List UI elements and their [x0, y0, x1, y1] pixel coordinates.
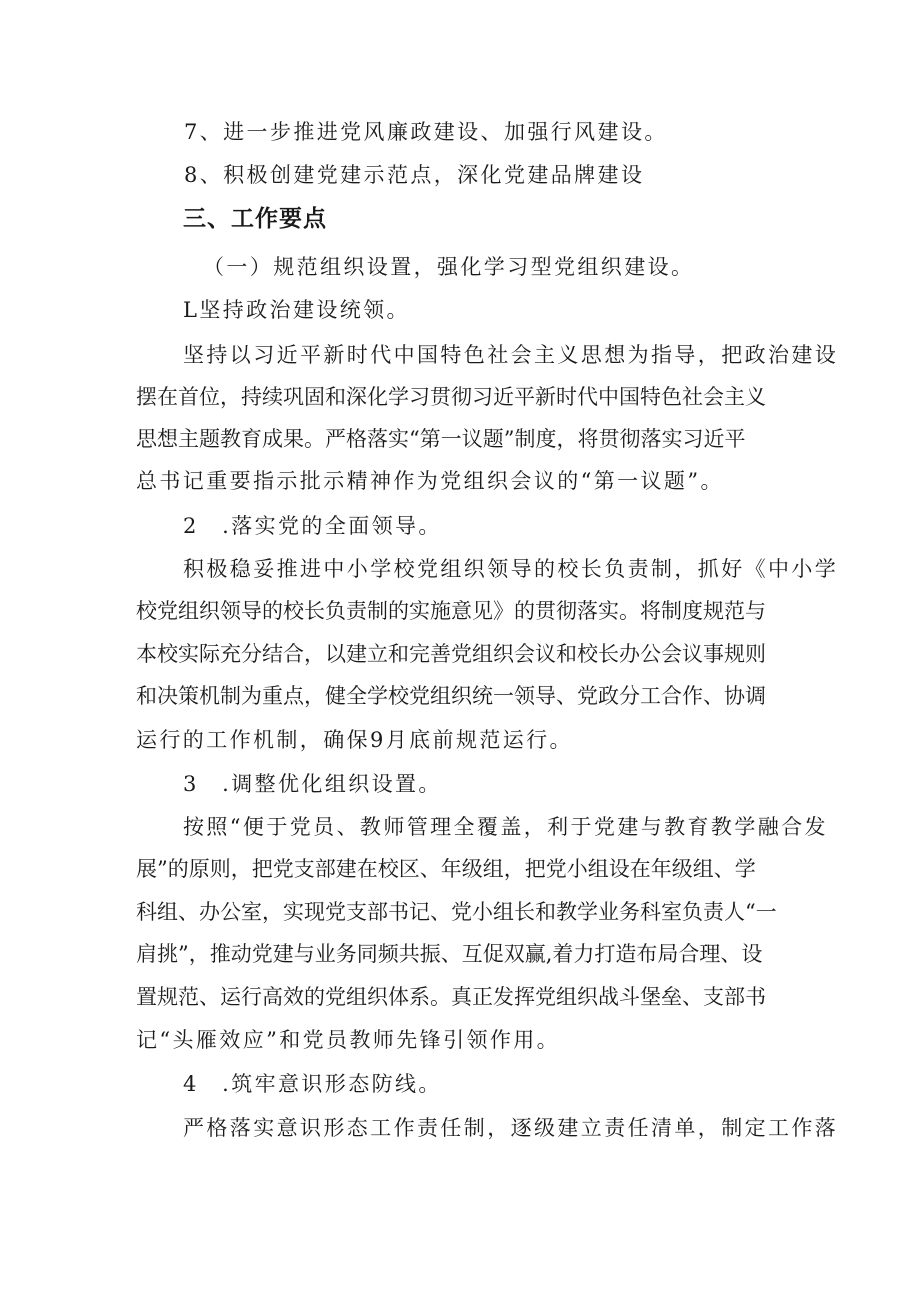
paragraph-line: 运行的工作机制，确保9月底前规范运行。 [136, 728, 573, 752]
list-item-7: 7、进一步推进党风廉政建设、加强行风建设。 [184, 120, 668, 144]
paragraph-line: 和决策机制为重点，健全学校党组织统一领导、党政分工合作、协调 [136, 684, 766, 708]
paragraph-line: 记“头雁效应”和党员教师先锋引领作用。 [136, 1028, 561, 1052]
paragraph-line: 总书记重要指示批示精神作为党组织会议的“第一议题”。 [136, 469, 724, 493]
subsection-heading: （一）规范组织设置，强化学习型党组织建设。 [203, 255, 695, 279]
item-heading-4: 4 .筑牢意识形态防线。 [183, 1072, 442, 1096]
list-item-8: 8、积极创建党建示范点，深化党建品牌建设 [184, 163, 645, 187]
paragraph-line: 摆在首位，持续巩固和深化学习贯彻习近平新时代中国特色社会主义 [136, 385, 766, 409]
paragraph-line: 本校实际充分结合，以建立和完善党组织会议和校长办公会议事规则 [136, 642, 766, 666]
paragraph-line: 坚持以习近平新时代中国特色社会主义思想为指导，把政治建设 [183, 343, 839, 367]
item-heading-1: L坚持政治建设统领。 [183, 298, 410, 322]
paragraph-line: 严格落实意识形态工作责任制，逐级建立责任清单，制定工作落 [183, 1116, 839, 1140]
paragraph-line: 置规范、运行高效的党组织体系。真正发挥党组织战斗堡垒、支部书 [136, 985, 766, 1009]
item-heading-3: 3 .调整优化组织设置。 [183, 772, 442, 796]
paragraph-line: 按照“便于党员、教师管理全覆盖，利于党建与教育教学融合发 [183, 815, 828, 839]
section-heading: 三、工作要点 [183, 206, 327, 232]
item-heading-2: 2 .落实党的全面领导。 [183, 514, 442, 538]
paragraph-line: 积极稳妥推进中小学校党组织领导的校长负责制，抓好《中小学 [183, 557, 839, 581]
paragraph-line: 科组、办公室，实现党支部书记、党小组长和教学业务科室负责人“一 [136, 900, 777, 924]
paragraph-line: 校党组织领导的校长负责制的实施意见》的贯彻落实。将制度规范与 [136, 599, 766, 623]
paragraph-line: 展”的原则，把党支部建在校区、年级组，把党小组设在年级组、学 [136, 857, 756, 881]
paragraph-line: 肩挑”，推动党建与业务同频共振、互促双赢,着力打造布局合理、设 [136, 942, 763, 966]
paragraph-line: 思想主题教育成果。严格落实“第一议题”制度，将贯彻落实习近平 [136, 427, 746, 451]
